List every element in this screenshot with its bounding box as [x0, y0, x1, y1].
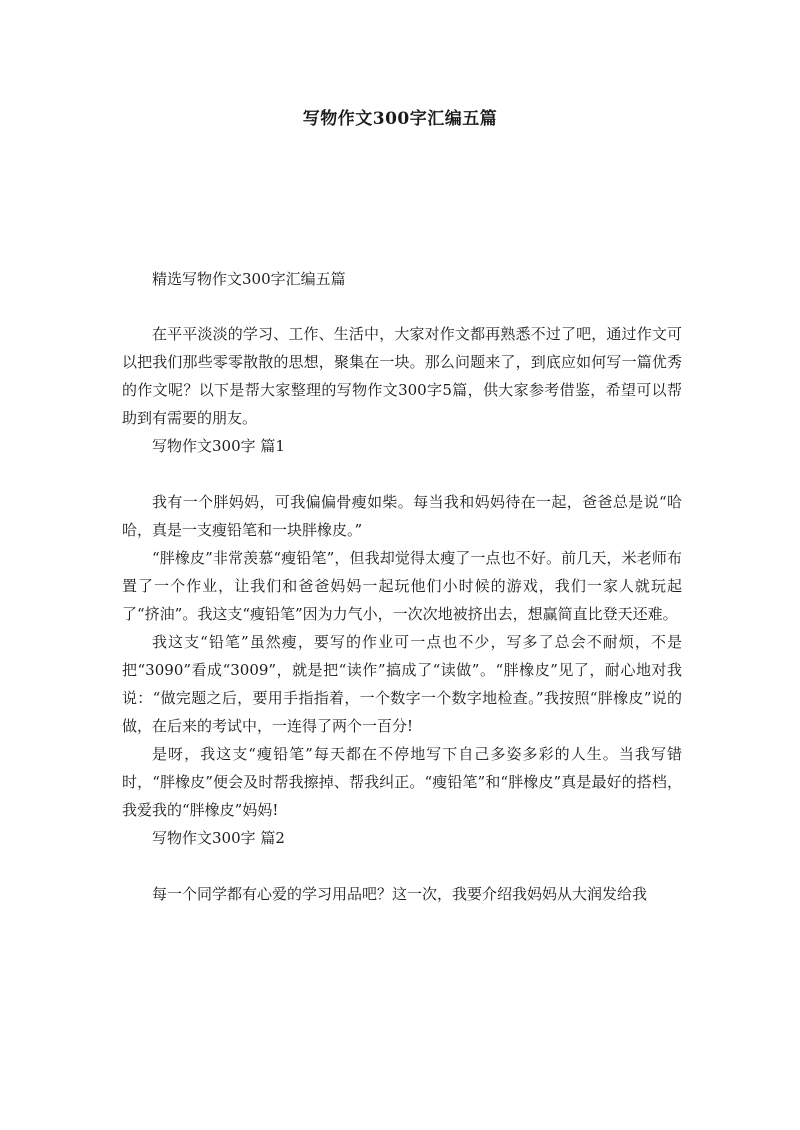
- section-heading-1: 写物作文300字 篇1: [152, 437, 285, 455]
- section1-paragraph: 我有一个胖妈妈，可我偏偏骨瘦如柴。每当我和妈妈待在一起，爸爸总是说“哈哈，真是一支瘦铅笔和一块胖橡皮。”: [122, 493, 682, 539]
- document-title: 写物作文300字汇编五篇: [302, 109, 498, 129]
- section1-paragraph: 我这支“铅笔”虽然瘦，要写的作业可一点也不少，写多了总会不耐烦，不是把“3090”看成“3009”，就是把“读作”搞成了“读做”。“胖橡皮”见了，耐心地对我说：“做完题之后，要用手指指着，一个数字一个数字地检查。”我按照“胖橡皮”说的做，在后来的考试中，一连得了两个一百分!: [122, 633, 682, 735]
- section-heading-2: 写物作文300字 篇2: [152, 829, 285, 847]
- section2-paragraph: 每一个同学都有心爱的学习用品吧？这一次，我要介绍我妈妈从大润发给我: [152, 885, 648, 903]
- section1-paragraph: “胖橡皮”非常羡慕“瘦铅笔”，但我却觉得太瘦了一点也不好。前几天，米老师布置了一个作业，让我们和爸爸妈妈一起玩他们小时候的游戏，我们一家人就玩起了“挤油”。我这支“瘦铅笔”因为力气小，一次次地被挤出去，想赢简直比登天还难。: [122, 549, 682, 623]
- document-body: [122, 320, 682, 908]
- section1-paragraph: 是呀，我这支“瘦铅笔”每天都在不停地写下自己多姿多彩的人生。当我写错时，“胖橡皮”便会及时帮我擦掉、帮我纠正。“瘦铅笔”和“胖橡皮”真是最好的搭档，我爱我的“胖橡皮”妈妈!: [122, 745, 682, 819]
- document-subtitle: 精选写物作文300字汇编五篇: [152, 270, 346, 288]
- intro-paragraph: 在平平淡淡的学习、工作、生活中，大家对作文都再熟悉不过了吧，通过作文可以把我们那些零零散散的思想，聚集在一块。那么问题来了，到底应如何写一篇优秀的作文呢？以下是帮大家整理的写物作文300字5篇，供大家参考借鉴，希望可以帮助到有需要的朋友。: [122, 325, 682, 427]
